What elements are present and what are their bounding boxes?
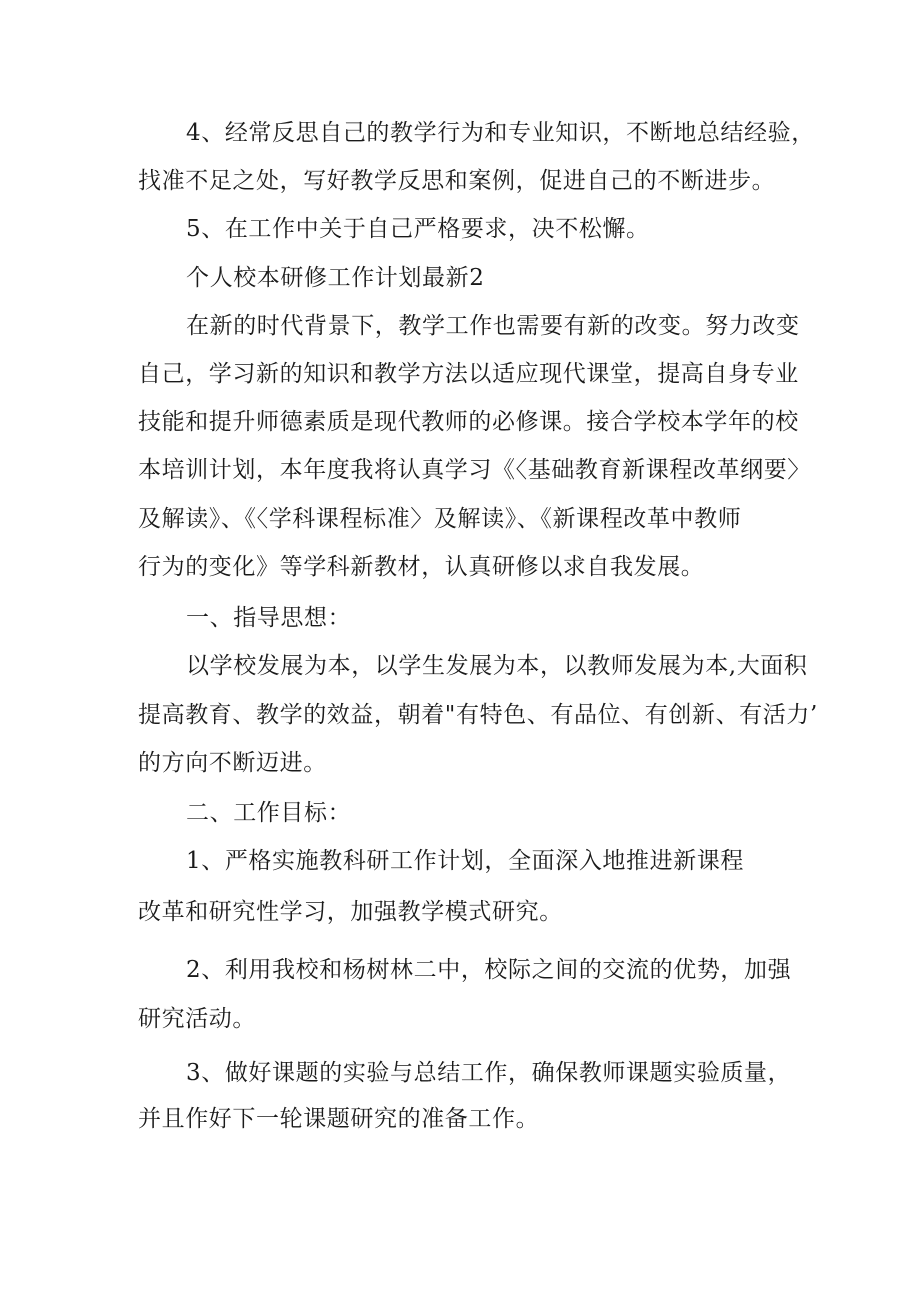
section-heading: 一、指导思想： [186,605,352,631]
text-line: 找准不足之处，写好教学反思和案例，促进自己的不断进步。 [138,168,776,194]
text-line: 自己，学习新的知识和教学方法以适应现代课堂，提高自身专业 [138,361,799,387]
section-heading: 个人校本研修工作计划最新2 [186,265,485,291]
text-line: 4、经常反思自己的教学行为和专业知识，不断地总结经验， [186,120,815,146]
text-line: 的方向不断迈进。 [138,750,327,776]
text-line: 2、利用我校和杨树林二中，校际之间的交流的优势，加强 [186,957,792,983]
text-line: 提高教育、教学的效益，朝着"有特色、有品位、有创新、有活力’ [138,702,818,728]
text-line: 1、严格实施教科研工作计划，全面深入地推进新课程 [186,848,745,874]
text-line: 技能和提升师德素质是现代教师的必修课。接合学校本学年的校 [138,409,799,435]
text-line: 行为的变化》等学科新教材，认真研修以求自我发展。 [138,554,705,580]
text-line: 改革和研究性学习，加强教学模式研究。 [138,899,563,925]
text-line: 及解读》、《〈学科课程标准〉及解读》、《新课程改革中教师 [138,506,742,532]
text-line: 在新的时代背景下，教学工作也需要有新的改变。努力改变 [186,313,800,339]
text-line: 以学校发展为本，以学生发展为本，以教师发展为本,大面积 [186,653,808,679]
text-line: 3、做好课题的实验与总结工作，确保教师课题实验质量， [186,1060,792,1086]
text-line: 研究活动。 [138,1006,256,1032]
text-line: 5、在工作中关于自己严格要求，决不松懈。 [186,216,650,242]
text-line: 并且作好下一轮课题研究的准备工作。 [138,1106,540,1132]
text-line: 本培训计划，本年度我将认真学习《〈基础教育新课程改革纲要〉 [138,457,811,483]
section-heading: 二、工作目标： [186,800,352,826]
